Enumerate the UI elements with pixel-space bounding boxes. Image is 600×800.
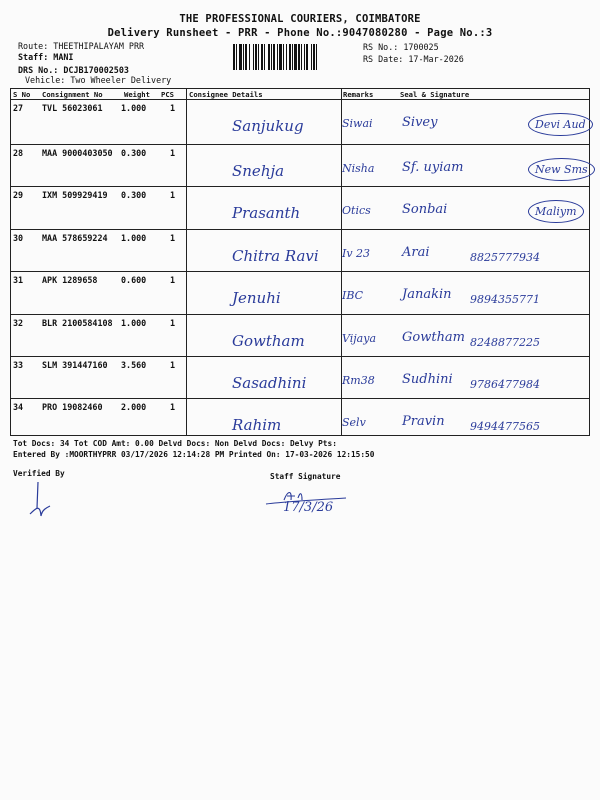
row-signature-handwritten: Sonbai	[402, 202, 448, 217]
row-consignment-no: MAA 578659224	[42, 233, 108, 243]
barcode-bar	[286, 44, 287, 70]
row-consignee-handwritten: Sanjukug	[232, 117, 304, 135]
row-consignment-no: MAA 9000403050	[42, 148, 113, 158]
rs-date: RS Date: 17-Mar-2026	[363, 54, 464, 64]
row-pcs: 1	[170, 275, 176, 285]
barcode-bar	[233, 44, 235, 70]
row-sno: 28	[13, 148, 24, 158]
row-signature-handwritten: Janakin	[402, 287, 452, 302]
row-pcs: 1	[170, 402, 176, 412]
barcode-bar	[271, 44, 272, 70]
staff-signature-label: Staff Signature	[270, 472, 341, 481]
row-consignment-no: SLM 391447160	[42, 360, 108, 370]
row-remarks-handwritten: Otics	[342, 204, 371, 217]
row-signature-handwritten: Sf. uyiam	[402, 160, 464, 175]
col-header-sno: S No	[13, 90, 31, 99]
row-note-handwritten: New Sms	[528, 158, 595, 181]
row-sno: 30	[13, 233, 24, 243]
row-consignment-no: IXM 509929419	[42, 190, 108, 200]
row-consignee-handwritten: Chitra Ravi	[232, 247, 319, 265]
row-remarks-handwritten: Siwai	[342, 117, 373, 130]
row-signature-handwritten: Arai	[402, 245, 430, 260]
barcode-bar	[283, 44, 284, 70]
barcode-bar	[253, 44, 254, 70]
col-header-consignee: Consignee Details	[189, 90, 263, 99]
verified-by-label: Verified By	[13, 469, 65, 478]
row-consignment-no: APK 1289658	[42, 275, 98, 285]
row-phone-handwritten: 9894355771	[470, 293, 540, 306]
row-consignee-handwritten: Gowtham	[232, 332, 305, 350]
entered-by-line: Entered By :MOORTHYPRR 03/17/2026 12:14:28 PM Printed On: 17-03-2026 12:15:50	[13, 450, 375, 459]
row-sno: 27	[13, 103, 24, 113]
company-title: THE PROFESSIONAL COURIERS, COIMBATORE	[179, 13, 421, 25]
barcode-bar	[273, 44, 275, 70]
row-pcs: 1	[170, 103, 176, 113]
col-header-remarks: Remarks	[343, 90, 374, 99]
row-consignee-handwritten: Sasadhini	[232, 374, 307, 392]
row-pcs: 1	[170, 318, 176, 328]
barcode-bar	[255, 44, 257, 70]
barcode-bar	[268, 44, 270, 70]
totals-line: Tot Docs: 34 Tot COD Amt: 0.00 Delvd Docs: Non Delvd Docs: Delvy Pts:	[13, 439, 337, 448]
row-phone-handwritten: 9494477565	[470, 420, 540, 433]
row-remarks-handwritten: Iv 23	[342, 247, 371, 260]
drs-number: DRS No.: DCJB170002503	[18, 65, 129, 75]
barcode-bar	[316, 44, 317, 70]
row-consignee-handwritten: Prasanth	[232, 204, 301, 222]
barcode-bar	[304, 44, 305, 70]
row-weight: 0.300	[121, 148, 147, 158]
row-weight: 0.600	[121, 275, 147, 285]
barcode-bar	[264, 44, 265, 70]
row-phone-handwritten: 9786477984	[470, 378, 540, 391]
row-weight: 1.000	[121, 318, 147, 328]
row-signature-handwritten: Sivey	[402, 115, 438, 130]
row-consignee-handwritten: Jenuhi	[232, 289, 281, 307]
row-phone-handwritten: 8825777934	[470, 251, 540, 264]
barcode-bar	[298, 44, 300, 70]
barcode-bar	[277, 44, 278, 70]
row-signature-handwritten: Sudhini	[402, 372, 453, 387]
barcode-bar	[292, 44, 293, 70]
row-weight: 0.300	[121, 190, 147, 200]
row-sno: 32	[13, 318, 24, 328]
col-header-pcs: PCS	[161, 90, 174, 99]
barcode-bar	[301, 44, 302, 70]
row-sno: 31	[13, 275, 24, 285]
row-remarks-handwritten: Selv	[342, 416, 366, 429]
row-weight: 1.000	[121, 233, 147, 243]
row-weight: 2.000	[121, 402, 147, 412]
row-remarks-handwritten: Vijaya	[342, 332, 377, 345]
row-weight: 3.560	[121, 360, 147, 370]
barcode-image	[232, 44, 359, 70]
runsheet-table	[10, 88, 590, 436]
row-sno: 29	[13, 190, 24, 200]
verified-signature-mark	[20, 478, 60, 526]
row-sno: 33	[13, 360, 24, 370]
row-phone-handwritten: 8248877225	[470, 336, 540, 349]
barcode-bar	[243, 44, 244, 70]
row-consignment-no: PRO 19082460	[42, 402, 103, 412]
row-note-handwritten: Maliym	[528, 200, 584, 223]
barcode-bar	[279, 44, 282, 70]
barcode-bar	[294, 44, 297, 70]
barcode-bar	[313, 44, 315, 70]
col-header-consignment: Consignment No	[42, 90, 103, 99]
staff-label: Staff: MANI	[18, 52, 74, 62]
row-pcs: 1	[170, 233, 176, 243]
barcode-bar	[306, 44, 308, 70]
barcode-bar	[311, 44, 312, 70]
route-label: Route: THEETHIPALAYAM PRR	[18, 41, 145, 51]
rs-number: RS No.: 1700025	[363, 42, 439, 52]
row-sno: 34	[13, 402, 24, 412]
row-consignment-no: BLR 2100584108	[42, 318, 113, 328]
row-remarks-handwritten: IBC	[342, 289, 364, 302]
runsheet-subtitle: Delivery Runsheet - PRR - Phone No.:9047080280 - Page No.:3	[107, 27, 493, 39]
col-header-seal: Seal & Signature	[400, 90, 470, 99]
row-signature-handwritten: Gowtham	[402, 330, 466, 345]
row-remarks-handwritten: Rm38	[342, 374, 375, 387]
barcode-bar	[239, 44, 242, 70]
barcode-bar	[236, 44, 237, 70]
barcode-bar	[249, 44, 250, 70]
row-remarks-handwritten: Nisha	[342, 162, 375, 175]
barcode-bar	[258, 44, 259, 70]
row-signature-handwritten: Pravin	[402, 414, 445, 429]
col-header-weight: Weight	[124, 90, 150, 99]
row-pcs: 1	[170, 148, 176, 158]
row-consignee-handwritten: Snehja	[232, 162, 285, 180]
row-pcs: 1	[170, 360, 176, 370]
barcode-bar	[261, 44, 263, 70]
vehicle-label: Vehicle: Two Wheeler Delivery	[25, 75, 172, 85]
barcode-bar	[245, 44, 247, 70]
staff-signature-date: 17/3/26	[283, 500, 334, 515]
row-note-handwritten: Devi Aud	[528, 113, 593, 136]
row-weight: 1.000	[121, 103, 147, 113]
row-consignee-handwritten: Rahim	[232, 416, 282, 434]
row-consignment-no: TVL 56023061	[42, 103, 103, 113]
barcode-bar	[289, 44, 291, 70]
row-pcs: 1	[170, 190, 176, 200]
